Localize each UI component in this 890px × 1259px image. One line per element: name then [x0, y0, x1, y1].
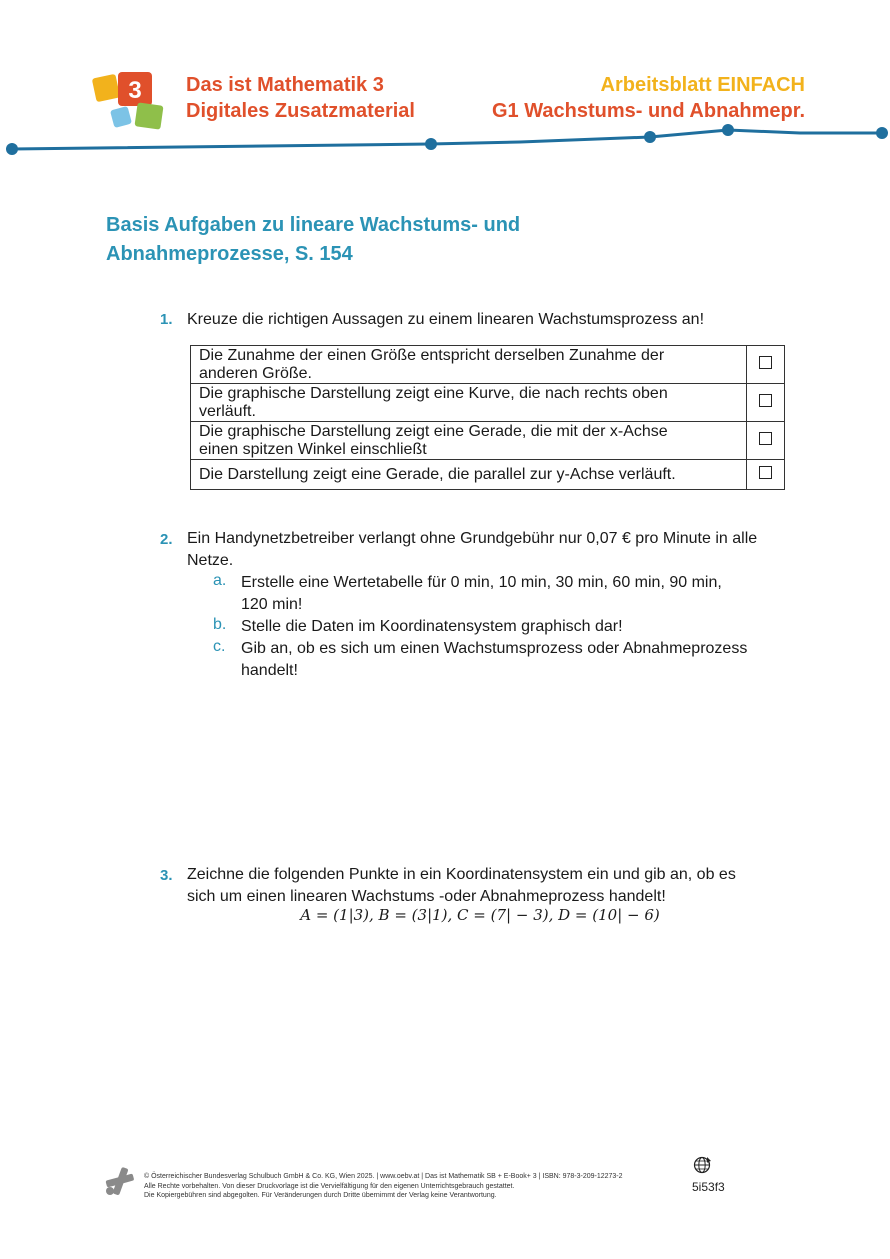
footer-code: 5i53f3 — [692, 1180, 725, 1194]
subtask-letter-c: c. — [213, 638, 226, 655]
book-title: Das ist Mathematik 3 — [186, 74, 384, 96]
points-formula: A = (1|3), B = (3|1), C = (7| − 3), D = (10| − 6) — [300, 906, 660, 924]
task2-number: 2. — [160, 531, 173, 548]
worksheet-topic: G1 Wachstums- und Abnahmepr. — [492, 100, 805, 122]
page-title-line1: Basis Aufgaben zu lineare Wachstums- und — [106, 214, 521, 236]
globe-icon — [693, 1155, 713, 1175]
table-row — [191, 422, 785, 460]
task2-line1: Ein Handynetzbetreiber verlangt ohne Grundgebühr nur 0,07 € pro Minute in alle — [187, 530, 758, 547]
subtask-letter-a: a. — [213, 572, 227, 589]
statement-text: anderen Größe. — [199, 364, 312, 382]
footer-line3: Die Kopiergebühren sind abgegolten. Für Veränderungen durch Dritte übernimmt der Verlag keine Verantwortung. — [144, 1192, 497, 1199]
checkbox-cell[interactable] — [747, 422, 785, 460]
table-row — [191, 384, 785, 422]
subtask-b-text: Stelle die Daten im Koordinatensystem graphisch dar! — [241, 618, 623, 635]
statement-text: Die graphische Darstellung zeigt eine Gerade, die mit der x-Achse — [199, 422, 668, 440]
checkbox-cell[interactable] — [747, 460, 785, 490]
statement-table — [190, 345, 785, 490]
line-dot — [6, 143, 18, 155]
task1-number: 1. — [160, 311, 173, 328]
statement-text: Die Zunahme der einen Größe entspricht derselben Zunahme der — [199, 346, 665, 364]
statement-cell — [191, 346, 747, 384]
table-row — [191, 346, 785, 384]
statement-text: Die graphische Darstellung zeigt eine Kurve, die nach rechts oben — [199, 384, 668, 402]
checkbox[interactable] — [759, 394, 772, 407]
logo-number: 3 — [128, 77, 142, 104]
task3-number: 3. — [160, 867, 173, 884]
statement-text: verläuft. — [199, 402, 256, 420]
task3-line2: sich um einen linearen Wachstums -oder Abnahmeprozess handelt! — [187, 888, 666, 905]
task2-text — [187, 528, 807, 572]
checkbox-cell[interactable] — [747, 346, 785, 384]
statement-cell — [191, 460, 747, 490]
line-dot — [722, 124, 734, 136]
footer-line2: Alle Rechte vorbehalten. Von dieser Druckvorlage ist die Vervielfältigung für den eigenen Unterrichtsgebrauch gestattet. — [144, 1182, 515, 1190]
publisher-logo — [104, 1165, 136, 1197]
checkbox[interactable] — [759, 432, 772, 445]
subtask-c-text — [241, 638, 747, 682]
page-title — [106, 211, 666, 269]
statement-cell — [191, 422, 747, 460]
header-decorative-line — [0, 120, 890, 165]
footer-line1: © Österreichischer Bundesverlag Schulbuch GmbH & Co. KG, Wien 2025. | www.oebv.at | Das ist Mathematik SB + E-Book+ 3 | ISBN: 978-3-209-12273-2 — [144, 1173, 623, 1180]
header-left — [186, 72, 415, 124]
subtask-letter-b: b. — [213, 616, 227, 633]
checkbox[interactable] — [759, 356, 772, 369]
task3-text — [187, 864, 807, 908]
header-right — [492, 72, 805, 124]
subtask-a-text — [241, 572, 722, 616]
line-dot — [876, 127, 888, 139]
line-dot — [644, 131, 656, 143]
subtask-a-line2: 120 min! — [241, 596, 303, 613]
checkbox[interactable] — [759, 466, 772, 479]
table-row — [191, 460, 785, 490]
task1-text: Kreuze die richtigen Aussagen zu einem linearen Wachstumsprozess an! — [187, 311, 705, 328]
footer-copyright — [144, 1172, 684, 1201]
statement-text: Die Darstellung zeigt eine Gerade, die parallel zur y-Achse verläuft. — [199, 465, 676, 483]
subtask-a-line1: Erstelle eine Wertetabelle für 0 min, 10 min, 30 min, 60 min, 90 min, — [241, 574, 722, 591]
book-subtitle: Digitales Zusatzmaterial — [186, 100, 415, 122]
line-dot — [425, 138, 437, 150]
statement-text: einen spitzen Winkel einschließt — [199, 440, 427, 458]
page-title-line2: Abnahmeprozesse, S. 154 — [106, 243, 353, 265]
subtask-c-line2: handelt! — [241, 662, 298, 679]
task2-line2: Netze. — [187, 552, 234, 569]
checkbox-cell[interactable] — [747, 384, 785, 422]
worksheet-type: Arbeitsblatt EINFACH — [600, 74, 805, 96]
task3-line1: Zeichne die folgenden Punkte in ein Koordinatensystem ein und gib an, ob es — [187, 866, 736, 883]
subtask-c-line1: Gib an, ob es sich um einen Wachstumsprozess oder Abnahmeprozess — [241, 640, 748, 657]
statement-cell — [191, 384, 747, 422]
